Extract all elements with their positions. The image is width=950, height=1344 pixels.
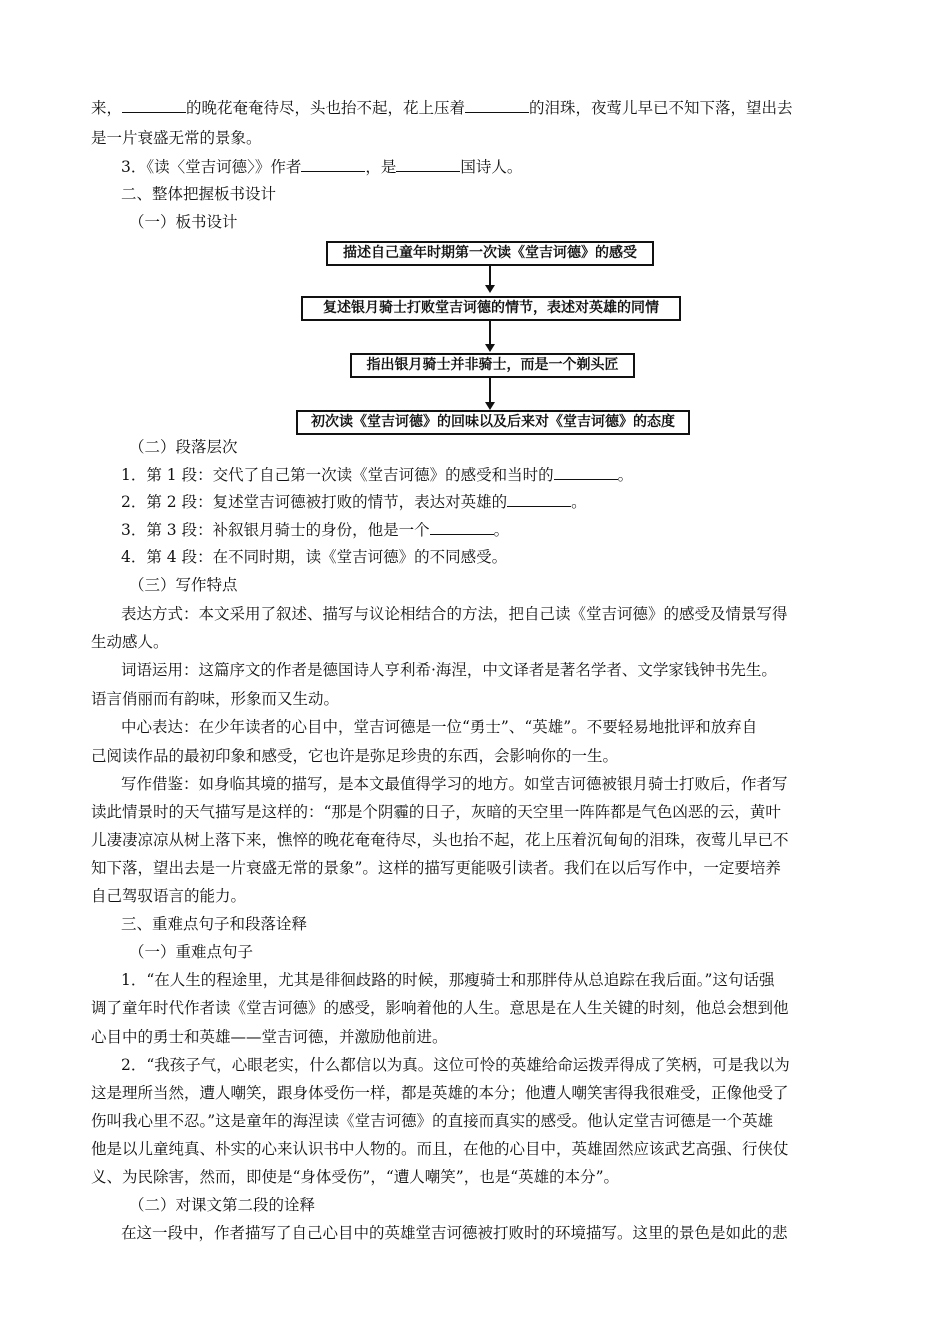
text: 。: [493, 521, 510, 539]
flowchart-box-4: 初次读《堂吉诃德》的回味以及后来对《堂吉诃德》的态度: [296, 410, 690, 435]
section-heading: 三、重难点句子和段落诠释: [121, 915, 308, 933]
text: ，是: [365, 158, 397, 176]
text: 的晚花奄奄待尽，头也抬不起，花上压着: [186, 99, 466, 117]
paragraph-line: 生动感人。: [91, 633, 169, 651]
paragraph-line: 2．“我孩子气，心眼老实，什么都信以为真。这位可怜的英雄给命运拨弄得成了笑柄，可是我以为: [121, 1056, 790, 1074]
text: 。: [617, 466, 634, 484]
subsection-heading: （二）段落层次: [129, 438, 238, 456]
paragraph-line: 知下落，望出去是一片衰盛无常的景象”。这样的描写更能吸引读者。我们在以后写作中，一定要培养: [91, 859, 781, 877]
text: 国诗人。: [460, 158, 523, 176]
paragraph-line: 己阅读作品的最初印象和感受，它也许是弥足珍贵的东西，会影响你的一生。: [91, 747, 619, 765]
blank: [122, 98, 186, 113]
paragraph-line: 1．“在人生的程途里，尤其是徘徊歧路的时候，那瘦骑士和那胖侍从总追踪在我后面。”这句话强: [121, 971, 775, 989]
subsection-heading: （二）对课文第二段的诠释: [129, 1196, 316, 1214]
paragraph-line: 他是以儿童纯真、朴实的心来认识书中人物的。而且，在他的心目中，英雄固然应该武艺高强、行侠仗: [91, 1140, 789, 1158]
subsection-heading: （一）重难点句子: [129, 943, 254, 961]
flowchart-box-3: 指出银月骑士并非骑士，而是一个剃头匠: [350, 353, 635, 378]
flowchart-box-2: 复述银月骑士打败堂吉诃德的情节，表述对英雄的同情: [301, 296, 681, 321]
paragraph-line: 在这一段中，作者描写了自己心目中的英雄堂吉诃德被打败时的环境描写。这里的景色是如此的悲: [121, 1224, 788, 1242]
subsection-heading: （一）板书设计: [129, 213, 238, 231]
blank: [507, 492, 571, 507]
paragraph-line: 这是理所当然，遭人嘲笑，跟身体受伤一样，都是英雄的本分；他遭人嘲笑害得我很难受，正像他受了: [91, 1084, 789, 1102]
arrow: [489, 378, 491, 402]
paragraph-item-1: [121, 465, 633, 485]
paragraph-line: 词语运用：这篇序文的作者是德国诗人亨利希·海涅，中文译者是著名学者、文学家钱钟书先生。: [121, 661, 777, 679]
text: 来，: [91, 99, 123, 117]
paragraph-line: 是一片衰盛无常的景象。: [91, 129, 262, 147]
text: 3．第 3 段：补叙银月骑士的身份，他是一个: [121, 521, 430, 539]
paragraph-line: 伤叫我心里不忍。”这是童年的海涅读《堂吉诃德》的直接而真实的感受。他认定堂吉诃德是一个英雄: [91, 1112, 774, 1130]
blank: [430, 520, 494, 535]
blank: [301, 157, 365, 172]
paragraph-line: 心目中的勇士和英雄——堂吉诃德，并激励他前进。: [91, 1028, 448, 1046]
fill-blank-line: [91, 98, 793, 118]
arrow-head: [485, 344, 495, 352]
question-3: [121, 157, 522, 177]
flowchart-box-1: 描述自己童年时期第一次读《堂吉诃德》的感受: [326, 241, 654, 266]
arrow-head: [485, 402, 495, 410]
section-heading: 二、整体把握板书设计: [121, 185, 277, 203]
text: 。: [571, 493, 587, 511]
text: 的泪珠，夜莺儿早已不知下落，望出去: [529, 99, 793, 117]
text: 1．第 1 段：交代了自己第一次读《堂吉诃德》的感受和当时的: [121, 466, 554, 484]
paragraph-line: 自己驾驭语言的能力。: [91, 887, 247, 905]
paragraph-item-4: 4．第 4 段：在不同时期，读《堂吉诃德》的不同感受。: [121, 548, 508, 566]
paragraph-line: 义、为民除害，然而，即使是“身体受伤”，“遭人嘲笑”，也是“英雄的本分”。: [91, 1168, 620, 1186]
paragraph-line: 儿凄凄凉凉从树上落下来，憔悴的晚花奄奄待尽，头也抬不起，花上压着沉甸甸的泪珠，夜莺儿早已不: [91, 831, 789, 849]
subsection-heading: （三）写作特点: [129, 576, 238, 594]
text: 3．《读〈堂吉诃德〉》作者: [121, 158, 302, 176]
paragraph-line: 表达方式：本文采用了叙述、描写与议论相结合的方法，把自己读《堂吉诃德》的感受及情景写得: [121, 605, 788, 623]
paragraph-item-3: [121, 520, 509, 540]
blank: [554, 465, 618, 480]
arrow: [489, 321, 491, 344]
paragraph-line: 写作借鉴：如身临其境的描写，是本文最值得学习的地方。如堂吉诃德被银月骑士打败后，作者写: [121, 775, 788, 793]
arrow-head: [485, 285, 495, 293]
blank: [396, 157, 460, 172]
paragraph-line: 调了童年时代作者读《堂吉诃德》的感受，影响着他的人生。意思是在人生关键的时刻，他总会想到他: [91, 999, 789, 1017]
arrow: [489, 266, 491, 285]
text: 2．第 2 段：复述堂吉诃德被打败的情节，表达对英雄的: [121, 493, 508, 511]
paragraph-line: 语言俏丽而有韵味，形象而又生动。: [91, 690, 340, 708]
paragraph-line: 中心表达：在少年读者的心目中，堂吉诃德是一位“勇士”、“英雄”。不要轻易地批评和放弃自: [121, 718, 758, 736]
paragraph-item-2: [121, 492, 587, 512]
blank: [465, 98, 529, 113]
paragraph-line: 读此情景时的天气描写是这样的：“那是个阴霾的日子，灰暗的天空里一阵阵都是气色凶恶的云，黄叶: [91, 803, 781, 821]
